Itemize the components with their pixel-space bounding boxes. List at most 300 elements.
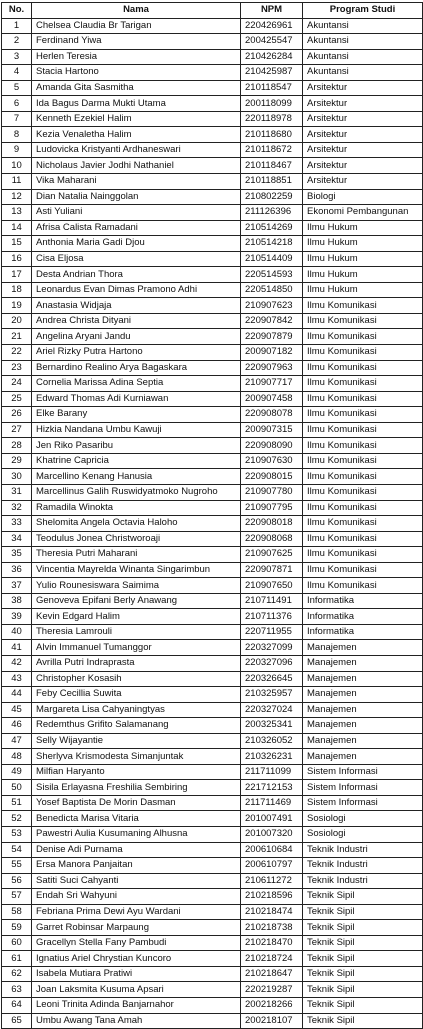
cell-npm: 210218724 — [241, 951, 303, 967]
cell-npm: 211126396 — [241, 205, 303, 221]
cell-no: 47 — [2, 733, 32, 749]
cell-program-studi: Arsitektur — [303, 174, 423, 190]
cell-program-studi: Informatika — [303, 609, 423, 625]
cell-no: 44 — [2, 687, 32, 703]
cell-no: 56 — [2, 873, 32, 889]
cell-program-studi: Biologi — [303, 189, 423, 205]
cell-no: 17 — [2, 267, 32, 283]
cell-npm: 220908018 — [241, 516, 303, 532]
cell-nama: Andrea Christa Dityani — [32, 313, 241, 329]
cell-npm: 200610684 — [241, 842, 303, 858]
cell-nama: Ludovicka Kristyanti Ardhaneswari — [32, 142, 241, 158]
cell-npm: 220514850 — [241, 282, 303, 298]
cell-program-studi: Ilmu Komunikasi — [303, 422, 423, 438]
cell-no: 4 — [2, 65, 32, 81]
cell-npm: 211711099 — [241, 764, 303, 780]
cell-no: 48 — [2, 749, 32, 765]
cell-nama: Selly Wijayantie — [32, 733, 241, 749]
cell-no: 52 — [2, 811, 32, 827]
table-row — [2, 174, 423, 190]
cell-npm: 210325957 — [241, 687, 303, 703]
table-body — [2, 18, 423, 1029]
cell-npm: 210514218 — [241, 236, 303, 252]
table-row — [2, 780, 423, 796]
cell-nama: Alvin Immanuel Tumanggor — [32, 640, 241, 656]
cell-nama: Stacia Hartono — [32, 65, 241, 81]
cell-nama: Milfian Haryanto — [32, 764, 241, 780]
table-row — [2, 500, 423, 516]
table-row — [2, 453, 423, 469]
cell-npm: 210326231 — [241, 749, 303, 765]
table-row — [2, 422, 423, 438]
cell-nama: Cornelia Marissa Adina Septia — [32, 376, 241, 392]
cell-program-studi: Arsitektur — [303, 158, 423, 174]
cell-program-studi: Ilmu Komunikasi — [303, 360, 423, 376]
cell-npm: 210711376 — [241, 609, 303, 625]
cell-no: 42 — [2, 655, 32, 671]
table-row — [2, 313, 423, 329]
cell-npm: 210907625 — [241, 547, 303, 563]
cell-program-studi: Akuntansi — [303, 49, 423, 65]
table-row — [2, 111, 423, 127]
table-row — [2, 951, 423, 967]
cell-nama: Sherlyva Krismodesta Simanjuntak — [32, 749, 241, 765]
cell-no: 32 — [2, 500, 32, 516]
cell-no: 55 — [2, 858, 32, 874]
cell-program-studi: Arsitektur — [303, 127, 423, 143]
cell-npm: 201007320 — [241, 826, 303, 842]
cell-program-studi: Ilmu Hukum — [303, 267, 423, 283]
cell-npm: 210426284 — [241, 49, 303, 65]
cell-nama: Sisila Erlayasna Freshilia Sembiring — [32, 780, 241, 796]
cell-nama: Afrisa Calista Ramadani — [32, 220, 241, 236]
cell-nama: Bernardino Realino Arya Bagaskara — [32, 360, 241, 376]
cell-npm: 220907879 — [241, 329, 303, 345]
cell-program-studi: Ilmu Komunikasi — [303, 547, 423, 563]
cell-npm: 210907623 — [241, 298, 303, 314]
cell-program-studi: Akuntansi — [303, 18, 423, 34]
cell-nama: Kenneth Ezekiel Halim — [32, 111, 241, 127]
table-row — [2, 920, 423, 936]
cell-no: 45 — [2, 702, 32, 718]
header-npm: NPM — [241, 3, 303, 19]
table-row — [2, 858, 423, 874]
cell-program-studi: Manajemen — [303, 733, 423, 749]
cell-npm: 200425547 — [241, 34, 303, 50]
cell-no: 53 — [2, 826, 32, 842]
cell-nama: Ramadila Winokta — [32, 500, 241, 516]
cell-program-studi: Ilmu Komunikasi — [303, 376, 423, 392]
cell-program-studi: Ilmu Komunikasi — [303, 531, 423, 547]
cell-nama: Yosef Baptista De Morin Dasman — [32, 795, 241, 811]
table-row — [2, 298, 423, 314]
cell-nama: Denise Adi Purnama — [32, 842, 241, 858]
cell-npm: 220327099 — [241, 640, 303, 656]
cell-nama: Marcellinus Galih Ruswidyatmoko Nugroho — [32, 484, 241, 500]
cell-no: 14 — [2, 220, 32, 236]
cell-npm: 220907871 — [241, 562, 303, 578]
cell-program-studi: Manajemen — [303, 687, 423, 703]
cell-program-studi: Ilmu Komunikasi — [303, 469, 423, 485]
cell-npm: 210802259 — [241, 189, 303, 205]
table-row — [2, 80, 423, 96]
cell-program-studi: Teknik Sipil — [303, 904, 423, 920]
table-row — [2, 842, 423, 858]
cell-no: 34 — [2, 531, 32, 547]
cell-no: 60 — [2, 935, 32, 951]
student-table — [1, 2, 423, 1029]
cell-nama: Vika Maharani — [32, 174, 241, 190]
cell-npm: 210514269 — [241, 220, 303, 236]
cell-program-studi: Ilmu Hukum — [303, 282, 423, 298]
table-row — [2, 655, 423, 671]
cell-program-studi: Sosiologi — [303, 826, 423, 842]
cell-program-studi: Teknik Industri — [303, 858, 423, 874]
cell-program-studi: Sistem Informasi — [303, 764, 423, 780]
table-row — [2, 127, 423, 143]
cell-no: 61 — [2, 951, 32, 967]
table-row — [2, 873, 423, 889]
cell-npm: 210218470 — [241, 935, 303, 951]
table-row — [2, 345, 423, 361]
cell-no: 43 — [2, 671, 32, 687]
cell-npm: 210218596 — [241, 889, 303, 905]
cell-program-studi: Arsitektur — [303, 96, 423, 112]
cell-no: 30 — [2, 469, 32, 485]
cell-nama: Cisa Eljosa — [32, 251, 241, 267]
cell-program-studi: Ilmu Komunikasi — [303, 562, 423, 578]
cell-nama: Genoveva Epifani Berly Anawang — [32, 593, 241, 609]
cell-program-studi: Ilmu Komunikasi — [303, 484, 423, 500]
table-row — [2, 438, 423, 454]
table-row — [2, 96, 423, 112]
table-row — [2, 718, 423, 734]
cell-nama: Endah Sri Wahyuni — [32, 889, 241, 905]
cell-nama: Theresia Lamrouli — [32, 624, 241, 640]
cell-no: 38 — [2, 593, 32, 609]
cell-no: 18 — [2, 282, 32, 298]
table-row — [2, 733, 423, 749]
table-row — [2, 935, 423, 951]
cell-nama: Christopher Kosasih — [32, 671, 241, 687]
cell-program-studi: Ilmu Hukum — [303, 236, 423, 252]
cell-npm: 210611272 — [241, 873, 303, 889]
cell-npm: 220326645 — [241, 671, 303, 687]
cell-program-studi: Sosiologi — [303, 811, 423, 827]
cell-program-studi: Ilmu Hukum — [303, 220, 423, 236]
table-row — [2, 329, 423, 345]
cell-no: 64 — [2, 998, 32, 1014]
cell-program-studi: Ilmu Komunikasi — [303, 329, 423, 345]
table-row — [2, 34, 423, 50]
cell-nama: Dian Natalia Nainggolan — [32, 189, 241, 205]
student-table-container — [1, 2, 422, 1029]
cell-program-studi: Ilmu Komunikasi — [303, 453, 423, 469]
cell-nama: Khatrine Capricia — [32, 453, 241, 469]
table-row — [2, 889, 423, 905]
cell-no: 29 — [2, 453, 32, 469]
cell-no: 10 — [2, 158, 32, 174]
cell-npm: 220908090 — [241, 438, 303, 454]
cell-program-studi: Ilmu Komunikasi — [303, 391, 423, 407]
cell-npm: 210118467 — [241, 158, 303, 174]
cell-nama: Anastasia Widjaja — [32, 298, 241, 314]
cell-nama: Ida Bagus Darma Mukti Utama — [32, 96, 241, 112]
cell-program-studi: Manajemen — [303, 671, 423, 687]
cell-program-studi: Teknik Sipil — [303, 998, 423, 1014]
cell-no: 63 — [2, 982, 32, 998]
table-row — [2, 811, 423, 827]
cell-nama: Vincentia Mayrelda Winanta Singarimbun — [32, 562, 241, 578]
cell-nama: Nicholaus Javier Jodhi Nathaniel — [32, 158, 241, 174]
cell-npm: 220908068 — [241, 531, 303, 547]
cell-no: 11 — [2, 174, 32, 190]
cell-no: 23 — [2, 360, 32, 376]
cell-no: 57 — [2, 889, 32, 905]
cell-nama: Kezia Venaletha Halim — [32, 127, 241, 143]
table-row — [2, 982, 423, 998]
table-row — [2, 205, 423, 221]
cell-npm: 200118099 — [241, 96, 303, 112]
cell-program-studi: Ilmu Komunikasi — [303, 313, 423, 329]
cell-program-studi: Teknik Industri — [303, 873, 423, 889]
cell-program-studi: Teknik Industri — [303, 842, 423, 858]
cell-npm: 200907458 — [241, 391, 303, 407]
cell-no: 26 — [2, 407, 32, 423]
cell-nama: Theresia Putri Maharani — [32, 547, 241, 563]
table-row — [2, 702, 423, 718]
cell-no: 65 — [2, 1013, 32, 1029]
table-row — [2, 687, 423, 703]
cell-nama: Satiti Suci Cahyanti — [32, 873, 241, 889]
table-row — [2, 49, 423, 65]
cell-program-studi: Ilmu Komunikasi — [303, 407, 423, 423]
cell-no: 2 — [2, 34, 32, 50]
table-row — [2, 158, 423, 174]
cell-nama: Edward Thomas Adi Kurniawan — [32, 391, 241, 407]
table-row — [2, 624, 423, 640]
cell-nama: Asti Yuliani — [32, 205, 241, 221]
cell-npm: 210514409 — [241, 251, 303, 267]
cell-no: 41 — [2, 640, 32, 656]
header-nama: Nama — [32, 3, 241, 19]
cell-program-studi: Ilmu Komunikasi — [303, 500, 423, 516]
table-row — [2, 547, 423, 563]
cell-npm: 210118672 — [241, 142, 303, 158]
cell-npm: 220907963 — [241, 360, 303, 376]
cell-nama: Joan Laksmita Kusuma Apsari — [32, 982, 241, 998]
table-row — [2, 65, 423, 81]
cell-npm: 210218474 — [241, 904, 303, 920]
cell-program-studi: Akuntansi — [303, 65, 423, 81]
cell-nama: Leonardus Evan Dimas Pramono Adhi — [32, 282, 241, 298]
cell-nama: Yulio Rounesiswara Saimima — [32, 578, 241, 594]
cell-nama: Isabela Mutiara Pratiwi — [32, 966, 241, 982]
cell-nama: Jen Riko Pasaribu — [32, 438, 241, 454]
table-row — [2, 236, 423, 252]
cell-no: 49 — [2, 764, 32, 780]
cell-npm: 210907780 — [241, 484, 303, 500]
cell-npm: 210118547 — [241, 80, 303, 96]
cell-npm: 210326052 — [241, 733, 303, 749]
cell-no: 50 — [2, 780, 32, 796]
cell-nama: Hizkia Nandana Umbu Kawuji — [32, 422, 241, 438]
table-row — [2, 282, 423, 298]
cell-program-studi: Arsitektur — [303, 80, 423, 96]
cell-program-studi: Ilmu Komunikasi — [303, 438, 423, 454]
cell-no: 9 — [2, 142, 32, 158]
cell-no: 3 — [2, 49, 32, 65]
cell-no: 13 — [2, 205, 32, 221]
cell-program-studi: Sistem Informasi — [303, 780, 423, 796]
cell-npm: 210118680 — [241, 127, 303, 143]
cell-program-studi: Akuntansi — [303, 34, 423, 50]
cell-nama: Shelomita Angela Octavia Haloho — [32, 516, 241, 532]
table-row — [2, 18, 423, 34]
cell-no: 31 — [2, 484, 32, 500]
cell-program-studi: Ilmu Komunikasi — [303, 298, 423, 314]
cell-no: 5 — [2, 80, 32, 96]
cell-program-studi: Arsitektur — [303, 111, 423, 127]
cell-nama: Ignatius Ariel Chrystian Kuncoro — [32, 951, 241, 967]
table-row — [2, 189, 423, 205]
cell-npm: 220908078 — [241, 407, 303, 423]
table-row — [2, 904, 423, 920]
cell-program-studi: Manajemen — [303, 655, 423, 671]
cell-npm: 210711491 — [241, 593, 303, 609]
table-row — [2, 267, 423, 283]
cell-no: 21 — [2, 329, 32, 345]
cell-program-studi: Sistem Informasi — [303, 795, 423, 811]
cell-program-studi: Teknik Sipil — [303, 1013, 423, 1029]
cell-nama: Marcellino Kenang Hanusia — [32, 469, 241, 485]
cell-program-studi: Ilmu Komunikasi — [303, 345, 423, 361]
cell-npm: 200218266 — [241, 998, 303, 1014]
cell-no: 20 — [2, 313, 32, 329]
cell-nama: Chelsea Claudia Br Tarigan — [32, 18, 241, 34]
table-row — [2, 484, 423, 500]
cell-no: 39 — [2, 609, 32, 625]
cell-npm: 220907842 — [241, 313, 303, 329]
cell-npm: 210218647 — [241, 966, 303, 982]
cell-program-studi: Teknik Sipil — [303, 951, 423, 967]
cell-no: 33 — [2, 516, 32, 532]
cell-no: 22 — [2, 345, 32, 361]
cell-no: 46 — [2, 718, 32, 734]
cell-program-studi: Ekonomi Pembangunan — [303, 205, 423, 221]
cell-npm: 200325341 — [241, 718, 303, 734]
table-row — [2, 1013, 423, 1029]
cell-nama: Kevin Edgard Halim — [32, 609, 241, 625]
cell-nama: Herlen Teresia — [32, 49, 241, 65]
cell-program-studi: Teknik Sipil — [303, 935, 423, 951]
cell-npm: 201007491 — [241, 811, 303, 827]
header-no: No. — [2, 3, 32, 19]
table-row — [2, 391, 423, 407]
cell-npm: 211711469 — [241, 795, 303, 811]
cell-nama: Teodulus Jonea Christworoaji — [32, 531, 241, 547]
cell-program-studi: Manajemen — [303, 640, 423, 656]
cell-nama: Ersa Manora Panjaitan — [32, 858, 241, 874]
cell-npm: 220908015 — [241, 469, 303, 485]
cell-no: 37 — [2, 578, 32, 594]
cell-npm: 210907650 — [241, 578, 303, 594]
cell-nama: Febriana Prima Dewi Ayu Wardani — [32, 904, 241, 920]
cell-program-studi: Informatika — [303, 593, 423, 609]
cell-no: 62 — [2, 966, 32, 982]
table-row — [2, 516, 423, 532]
cell-npm: 200907315 — [241, 422, 303, 438]
cell-no: 7 — [2, 111, 32, 127]
cell-nama: Ariel Rizky Putra Hartono — [32, 345, 241, 361]
cell-npm: 220426961 — [241, 18, 303, 34]
cell-no: 12 — [2, 189, 32, 205]
cell-npm: 220118978 — [241, 111, 303, 127]
cell-no: 35 — [2, 547, 32, 563]
cell-npm: 200218107 — [241, 1013, 303, 1029]
cell-npm: 210218738 — [241, 920, 303, 936]
cell-program-studi: Teknik Sipil — [303, 966, 423, 982]
cell-no: 15 — [2, 236, 32, 252]
table-row — [2, 998, 423, 1014]
cell-nama: Avrilla Putri Indraprasta — [32, 655, 241, 671]
header-program-studi: Program Studi — [303, 3, 423, 19]
cell-nama: Redemthus Grifito Salamanang — [32, 718, 241, 734]
table-row — [2, 671, 423, 687]
cell-npm: 200907182 — [241, 345, 303, 361]
cell-nama: Angelina Aryani Jandu — [32, 329, 241, 345]
cell-no: 19 — [2, 298, 32, 314]
cell-nama: Amanda Gita Sasmitha — [32, 80, 241, 96]
table-row — [2, 469, 423, 485]
cell-nama: Umbu Awang Tana Amah — [32, 1013, 241, 1029]
table-row — [2, 640, 423, 656]
cell-program-studi: Ilmu Komunikasi — [303, 578, 423, 594]
cell-no: 27 — [2, 422, 32, 438]
cell-nama: Benedicta Marisa Vitaria — [32, 811, 241, 827]
cell-nama: Feby Cecillia Suwita — [32, 687, 241, 703]
cell-npm: 210907795 — [241, 500, 303, 516]
table-row — [2, 609, 423, 625]
table-row — [2, 749, 423, 765]
cell-nama: Garret Robinsar Marpaung — [32, 920, 241, 936]
cell-program-studi: Arsitektur — [303, 142, 423, 158]
cell-nama: Desta Andrian Thora — [32, 267, 241, 283]
cell-program-studi: Manajemen — [303, 702, 423, 718]
cell-npm: 200610797 — [241, 858, 303, 874]
cell-npm: 221712153 — [241, 780, 303, 796]
cell-npm: 210907630 — [241, 453, 303, 469]
cell-npm: 220514593 — [241, 267, 303, 283]
cell-nama: Margareta Lisa Cahyaningtyas — [32, 702, 241, 718]
cell-npm: 220219287 — [241, 982, 303, 998]
table-row — [2, 142, 423, 158]
cell-program-studi: Manajemen — [303, 718, 423, 734]
cell-no: 51 — [2, 795, 32, 811]
table-row — [2, 407, 423, 423]
cell-npm: 220327096 — [241, 655, 303, 671]
table-row — [2, 826, 423, 842]
table-row — [2, 593, 423, 609]
cell-program-studi: Ilmu Hukum — [303, 251, 423, 267]
cell-no: 6 — [2, 96, 32, 112]
cell-npm: 210907717 — [241, 376, 303, 392]
cell-nama: Anthonia Maria Gadi Djou — [32, 236, 241, 252]
table-row — [2, 795, 423, 811]
cell-npm: 220711955 — [241, 624, 303, 640]
cell-npm: 220327024 — [241, 702, 303, 718]
cell-no: 8 — [2, 127, 32, 143]
